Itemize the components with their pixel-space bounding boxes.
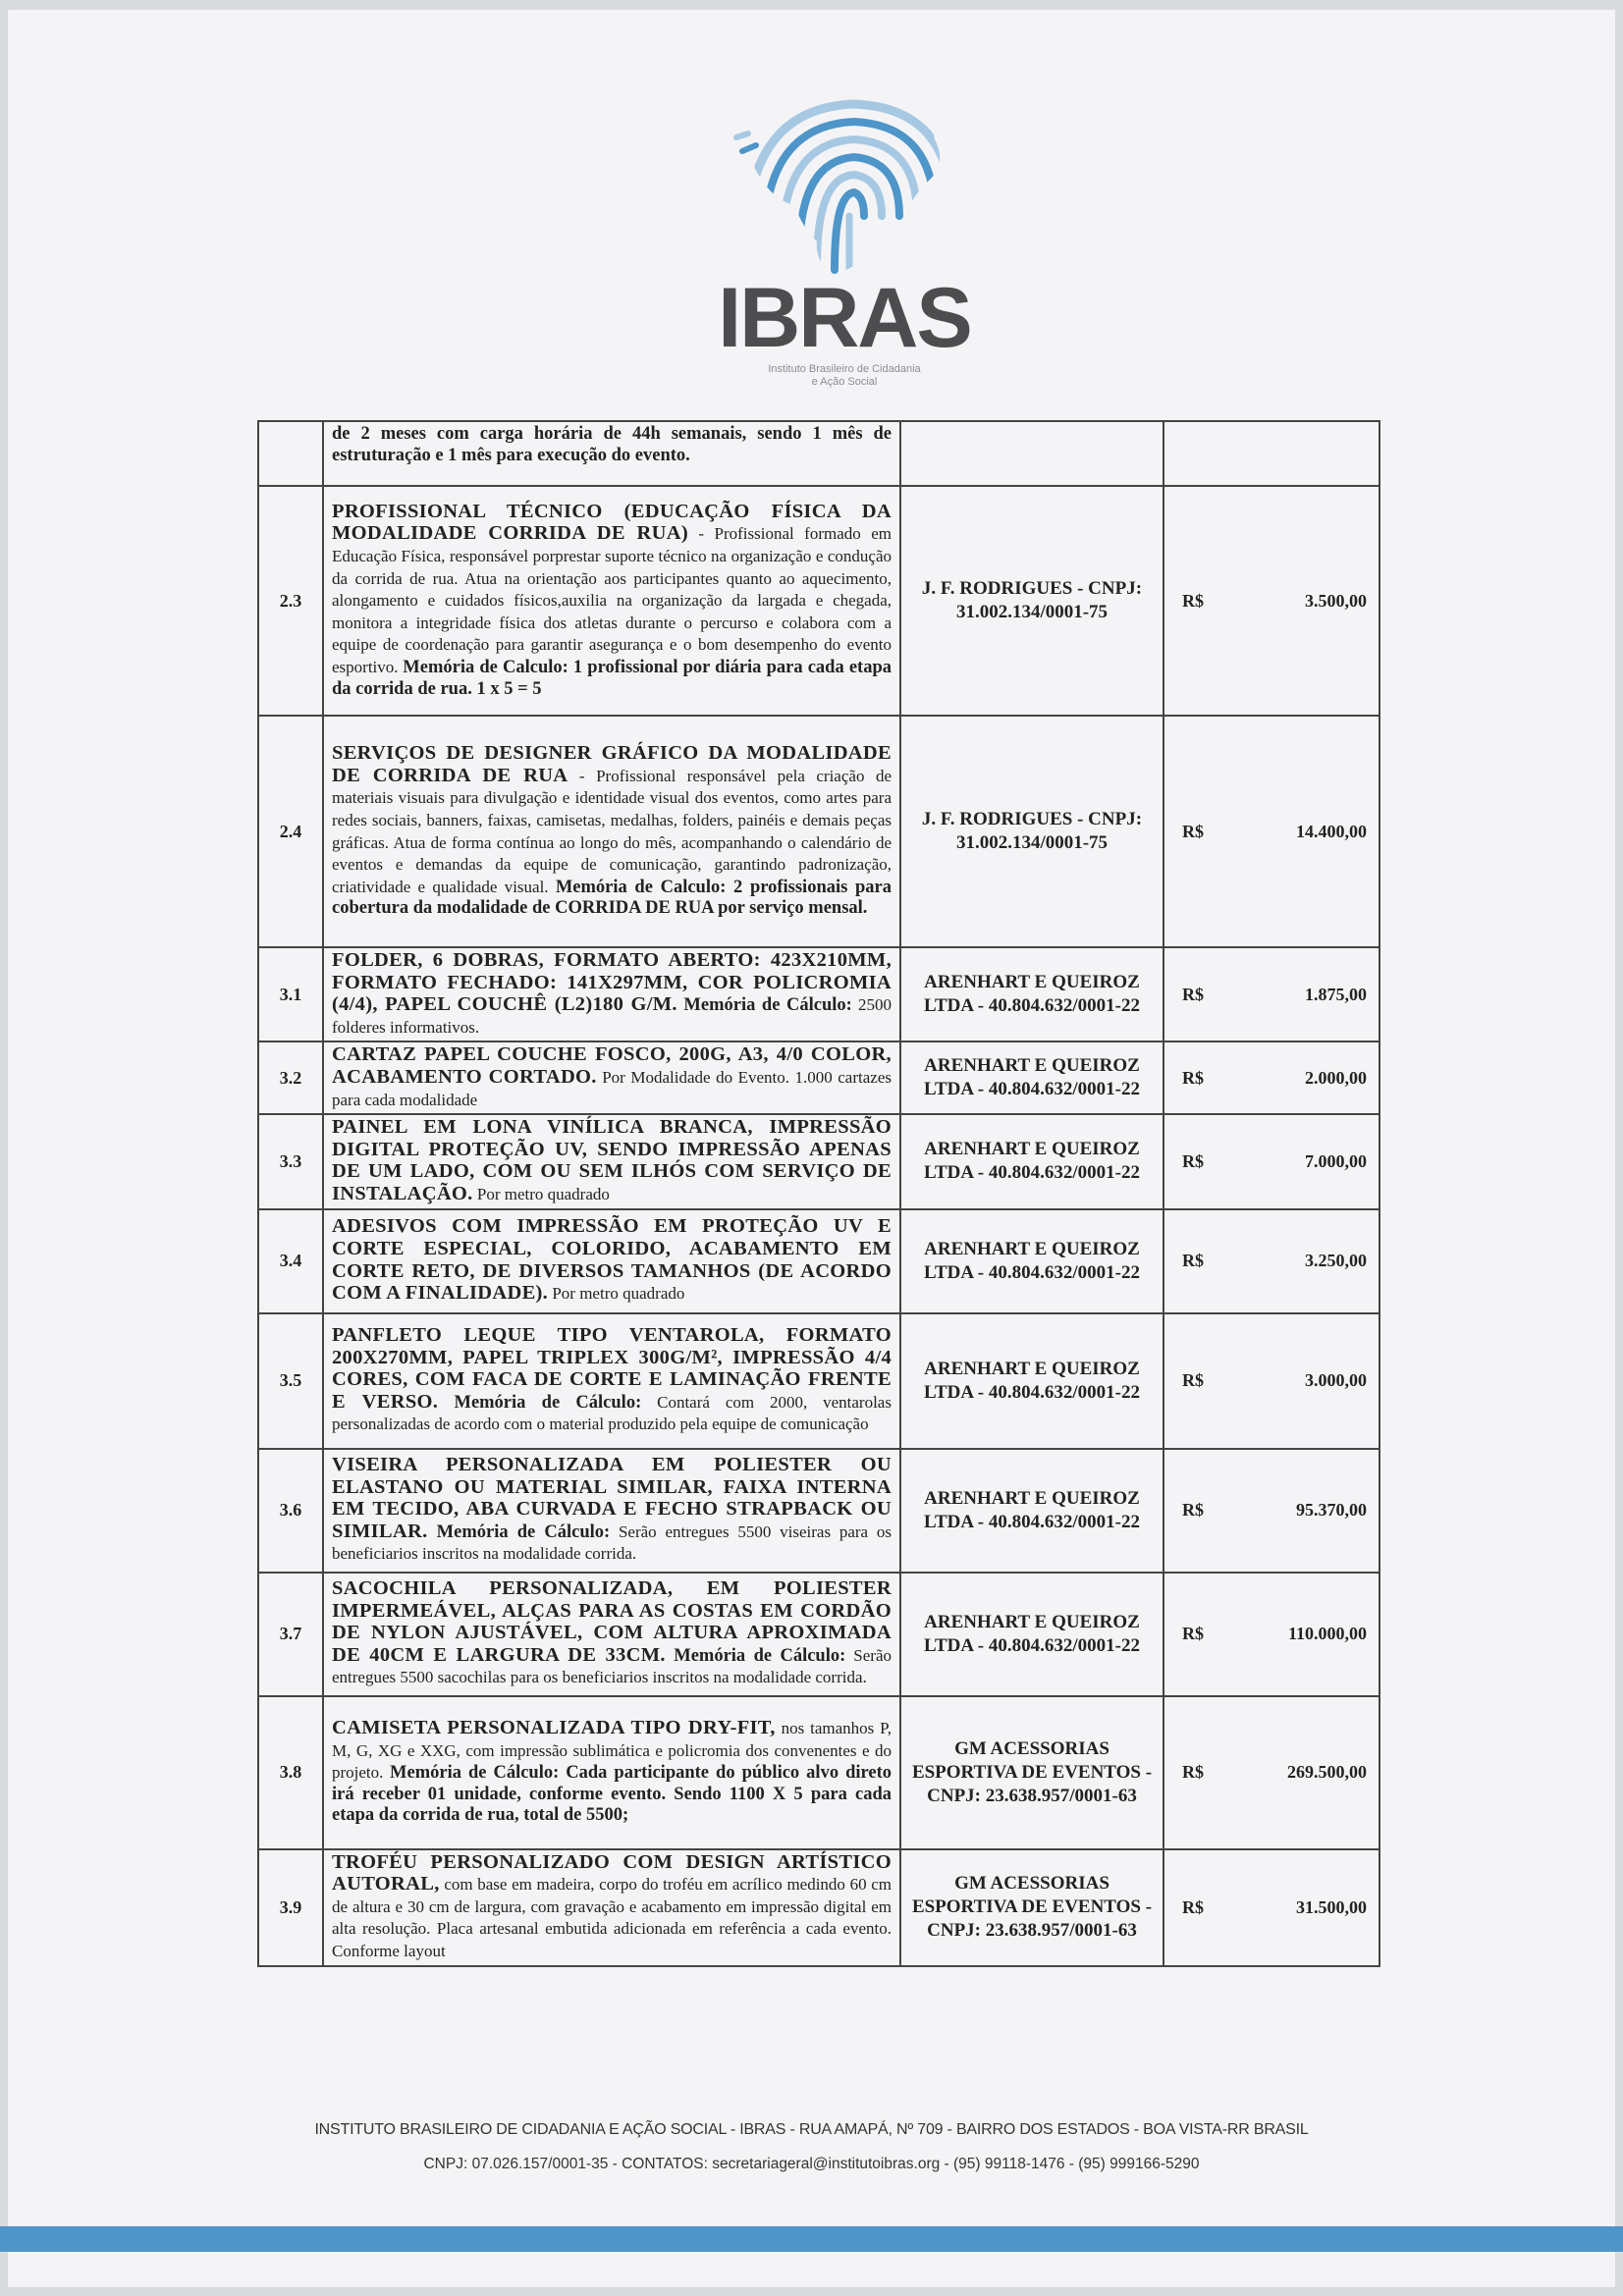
footer-contacts: CNPJ: 07.026.157/0001-35 - CONTATOS: secretariageral@institutoibras.org - (95) 99118-1476 - (95) 999166-5290 — [423, 2156, 1200, 2172]
currency-symbol: R$ — [1182, 1067, 1204, 1088]
amount: 110.000,00 — [1287, 1624, 1367, 1644]
item-value-cell — [1163, 1449, 1380, 1573]
brand-subtitle-line1: Instituto Brasileiro de Cidadania — [768, 363, 921, 375]
item-title: SACOCHILA PERSONALIZADA, EM POLIESTER IMPERMEÁVEL, ALÇAS PARA AS COSTAS EM CORDÃO DE NYLON AJUSTÁVEL, COM ALTURA APROXIMADA DE 40CM E LARGURA DE 33CM. — [332, 1577, 892, 1666]
item-number: 3.6 — [258, 1449, 323, 1573]
amount: 269.500,00 — [1287, 1762, 1367, 1783]
item-value — [1164, 591, 1379, 612]
supplier: ARENHART E QUEIROZ LTDA - 40.804.632/0001-22 — [900, 1041, 1163, 1114]
item-value — [1164, 1762, 1379, 1783]
item-value-cell — [1163, 716, 1380, 947]
item-value-cell — [1163, 947, 1380, 1041]
item-value — [1164, 822, 1379, 842]
item-number: 3.2 — [258, 1041, 323, 1114]
supplier: ARENHART E QUEIROZ LTDA - 40.804.632/0001-22 — [900, 947, 1163, 1041]
item-body: Serão entregues 5500 viseiras para os beneficiarios inscritos na modalidade corrida. — [332, 1522, 892, 1564]
item-body: com base em madeira, corpo do troféu em acrílico medindo 60 cm de altura e 30 cm de largura, com gravação e acabamento em impressão digital em alta resolução. Placa artesanal embutida adicionada em referência a cada evento. Conforme layout — [332, 1875, 892, 1960]
currency-symbol: R$ — [1182, 1624, 1204, 1644]
supplier: J. F. RODRIGUES - CNPJ: 31.002.134/0001-75 — [900, 486, 1163, 716]
item-description — [323, 421, 900, 486]
table-row — [258, 1114, 1380, 1208]
item-description — [323, 1041, 900, 1114]
item-memo: Memória de Calculo: 2 profissionais para cobertura da modalidade de CORRIDA DE RUA por serviço mensal. — [332, 877, 892, 919]
item-number: 3.5 — [258, 1313, 323, 1449]
item-description — [323, 1449, 900, 1573]
item-body: Contará com 2000, ventarolas personalizadas de acordo com o material produzido pela equipe de comunicação — [332, 1392, 892, 1434]
footer-bar — [0, 2226, 1623, 2252]
item-description — [323, 486, 900, 716]
item-value — [1164, 1151, 1379, 1172]
item-number: 3.9 — [258, 1849, 323, 1966]
amount: 31.500,00 — [1296, 1896, 1367, 1917]
item-body: Por metro quadrado — [472, 1184, 610, 1203]
item-value — [1164, 1251, 1379, 1271]
table-row — [258, 1696, 1380, 1849]
currency-symbol: R$ — [1182, 1150, 1204, 1171]
table-row — [258, 1849, 1380, 1966]
item-body: 2500 folderes informativos. — [332, 995, 892, 1037]
table-row — [258, 1041, 1380, 1114]
item-description — [323, 1573, 900, 1696]
item-number: 2.4 — [258, 716, 323, 947]
item-description — [323, 1114, 900, 1208]
item-memo: Memória de Cálculo: Cada participante do público alvo direto irá receber 01 unidade, conforme evento. Sendo 1100 X 5 para cada etapa da corrida de rua, total de 5500; — [332, 1763, 892, 1826]
table-row — [258, 1209, 1380, 1313]
item-description — [323, 1313, 900, 1449]
currency-symbol: R$ — [1182, 984, 1204, 1004]
table-row — [258, 947, 1380, 1041]
item-body: Por metro quadrado — [548, 1284, 685, 1304]
items-table — [257, 420, 1380, 1967]
item-number: 3.8 — [258, 1696, 323, 1849]
footer-address: INSTITUTO BRASILEIRO DE CIDADANIA E AÇÃO SOCIAL - IBRAS - RUA AMAPÁ, Nº 709 - BAIRRO DOS ESTADOS - BOA VISTA-RR BRASIL — [314, 2121, 1309, 2138]
supplier: ARENHART E QUEIROZ LTDA - 40.804.632/0001-22 — [900, 1573, 1163, 1696]
amount: 7.000,00 — [1305, 1150, 1367, 1171]
item-number: 3.1 — [258, 947, 323, 1041]
description-continuation: de 2 meses com carga horária de 44h semanais, sendo 1 mês de estruturação e 1 mês para execução do evento. — [332, 424, 892, 465]
item-title: PROFISSIONAL TÉCNICO (EDUCAÇÃO FÍSICA DA MODALIDADE CORRIDA DE RUA) — [332, 500, 892, 545]
currency-symbol: R$ — [1182, 1896, 1204, 1917]
table-row — [258, 1313, 1380, 1449]
brand-subtitle — [746, 363, 943, 389]
fingerprint-map-icon — [707, 69, 982, 285]
item-value-cell — [1163, 486, 1380, 716]
item-memo: Memória de Cálculo: — [438, 1392, 642, 1413]
item-title: PAINEL EM LONA VINÍLICA BRANCA, IMPRESSÃO DIGITAL PROTEÇÃO UV, SENDO IMPRESSÃO APENAS DE UM LADO, COM OU SEM ILHÓS COM SERVIÇO DE INSTALAÇÃO. — [332, 1116, 892, 1204]
item-number — [258, 421, 323, 486]
currency-symbol: R$ — [1182, 1370, 1204, 1391]
item-value-cell — [1163, 1696, 1380, 1849]
item-description — [323, 1209, 900, 1313]
item-memo: Memória de Cálculo: — [665, 1645, 846, 1666]
brand-name: IBRAS — [718, 271, 971, 365]
currency-symbol: R$ — [1182, 1251, 1204, 1271]
item-value-cell — [1163, 1573, 1380, 1696]
supplier: ARENHART E QUEIROZ LTDA - 40.804.632/0001-22 — [900, 1114, 1163, 1208]
item-memo: Memória de Cálculo: — [676, 995, 852, 1016]
item-number: 3.7 — [258, 1573, 323, 1696]
item-body: nos tamanhos P, M, G, XG e XXG, com impressão sublimática e policromia dos convenentes e do projeto. — [332, 1719, 892, 1783]
item-value-cell — [1163, 1041, 1380, 1114]
supplier: ARENHART E QUEIROZ LTDA - 40.804.632/0001-22 — [900, 1449, 1163, 1573]
amount: 3.500,00 — [1305, 590, 1367, 611]
item-value-cell — [1163, 1313, 1380, 1449]
item-body: Serão entregues 5500 sacochilas para os beneficiarios inscritos na modalidade corrida. — [332, 1645, 892, 1687]
amount: 14.400,00 — [1296, 821, 1367, 841]
item-number: 3.3 — [258, 1114, 323, 1208]
item-value — [1164, 1370, 1379, 1391]
amount: 3.250,00 — [1305, 1251, 1367, 1271]
item-title: TROFÉU PERSONALIZADO COM DESIGN ARTÍSTICO AUTORAL, — [332, 1850, 892, 1896]
item-body: - Profissional formado em Educação Física, responsável porprestar suporte técnico na organização e condução da corrida de rua. Atua na orientação aos participantes quanto ao aquecimento, alongamento e cuidados físicos,auxilia na organização da largada e chegada, monitora a integridade física dos atletas durante o percurso e colabora com a equipe de coordenação para garantir asegurança e o bom desempenho do evento esportivo. — [332, 524, 892, 676]
item-title: VISEIRA PERSONALIZADA EM POLIESTER OU ELASTANO OU MATERIAL SIMILAR, FAIXA INTERNA EM TECIDO, ABA CURVADA E FECHO STRAPBACK OU SIMILAR. — [332, 1454, 892, 1542]
item-description — [323, 1849, 900, 1966]
item-number: 3.4 — [258, 1209, 323, 1313]
item-title: CAMISETA PERSONALIZADA TIPO DRY-FIT, — [332, 1717, 776, 1739]
table-row — [258, 1449, 1380, 1573]
currency-symbol: R$ — [1182, 590, 1204, 611]
item-value — [1164, 1624, 1379, 1644]
amount: 3.000,00 — [1305, 1370, 1367, 1391]
item-memo: Memória de Calculo: 1 profissional por diária para cada etapa da corrida de rua. 1 x 5 = 5 — [332, 657, 892, 699]
supplier: ARENHART E QUEIROZ LTDA - 40.804.632/0001-22 — [900, 1209, 1163, 1313]
table-row — [258, 486, 1380, 716]
item-value — [1164, 985, 1379, 1005]
item-body: Por Modalidade do Evento. 1.000 cartazes para cada modalidade — [332, 1067, 892, 1109]
currency-symbol: R$ — [1182, 1762, 1204, 1783]
item-title: FOLDER, 6 DOBRAS, FORMATO ABERTO: 423X210MM, FORMATO FECHADO: 141X297MM, COR POLICROMIA (4/4), PAPEL COUCHÊ (L2)180 G/M. — [332, 949, 892, 1016]
supplier — [900, 421, 1163, 486]
currency-symbol: R$ — [1182, 1500, 1204, 1521]
item-number: 2.3 — [258, 486, 323, 716]
supplier: GM ACESSORIAS ESPORTIVA DE EVENTOS - CNPJ: 23.638.957/0001-63 — [900, 1696, 1163, 1849]
item-title: CARTAZ PAPEL COUCHE FOSCO, 200G, A3, 4/0 COLOR, ACABAMENTO CORTADO. — [332, 1043, 892, 1088]
item-value-cell — [1163, 1849, 1380, 1966]
supplier: ARENHART E QUEIROZ LTDA - 40.804.632/0001-22 — [900, 1313, 1163, 1449]
item-value — [1164, 1500, 1379, 1521]
amount: 1.875,00 — [1305, 984, 1367, 1004]
table-row — [258, 421, 1380, 486]
brand-subtitle-line2: e Ação Social — [811, 376, 878, 388]
item-title: PANFLETO LEQUE TIPO VENTAROLA, FORMATO 200X270MM, PAPEL TRIPLEX 300G/M², IMPRESSÃO 4/4 CORES, COM FACA DE CORTE E LAMINAÇÃO FRENTE E VERSO. — [332, 1324, 892, 1413]
table-row — [258, 1573, 1380, 1696]
item-value-cell — [1163, 1209, 1380, 1313]
item-value-cell — [1163, 421, 1380, 486]
item-description — [323, 1696, 900, 1849]
ibras-logo — [707, 69, 982, 393]
item-value-cell — [1163, 1114, 1380, 1208]
item-body: - Profissional responsável pela criação de materiais visuais para divulgação e identidade visual dos eventos, como artes para redes sociais, banners, faixas, camisetas, medalhas, folders, painéis e demais peças gráficas. Atua de forma contínua ao longo do mês, acompanhando o calendário de eventos e demandas da equipe de comunicação, garantindo padronização, criatividade e qualidade visual. — [332, 766, 892, 896]
amount: 2.000,00 — [1305, 1067, 1367, 1088]
currency-symbol: R$ — [1182, 821, 1204, 841]
item-description — [323, 716, 900, 947]
item-description — [323, 947, 900, 1041]
item-memo: Memória de Cálculo: — [427, 1522, 611, 1542]
item-value — [1164, 1897, 1379, 1918]
supplier: GM ACESSORIAS ESPORTIVA DE EVENTOS - CNPJ: 23.638.957/0001-63 — [900, 1849, 1163, 1966]
supplier: J. F. RODRIGUES - CNPJ: 31.002.134/0001-75 — [900, 716, 1163, 947]
item-title: ADESIVOS COM IMPRESSÃO EM PROTEÇÃO UV E CORTE ESPECIAL, COLORIDO, ACABAMENTO EM CORTE RETO, DE DIVERSOS TAMANHOS (DE ACORDO COM A FINALIDADE). — [332, 1215, 892, 1305]
item-value — [1164, 1068, 1379, 1089]
table-row — [258, 716, 1380, 947]
item-title: SERVIÇOS DE DESIGNER GRÁFICO DA MODALIDADE DE CORRIDA DE RUA — [332, 742, 892, 786]
amount: 95.370,00 — [1296, 1500, 1367, 1521]
